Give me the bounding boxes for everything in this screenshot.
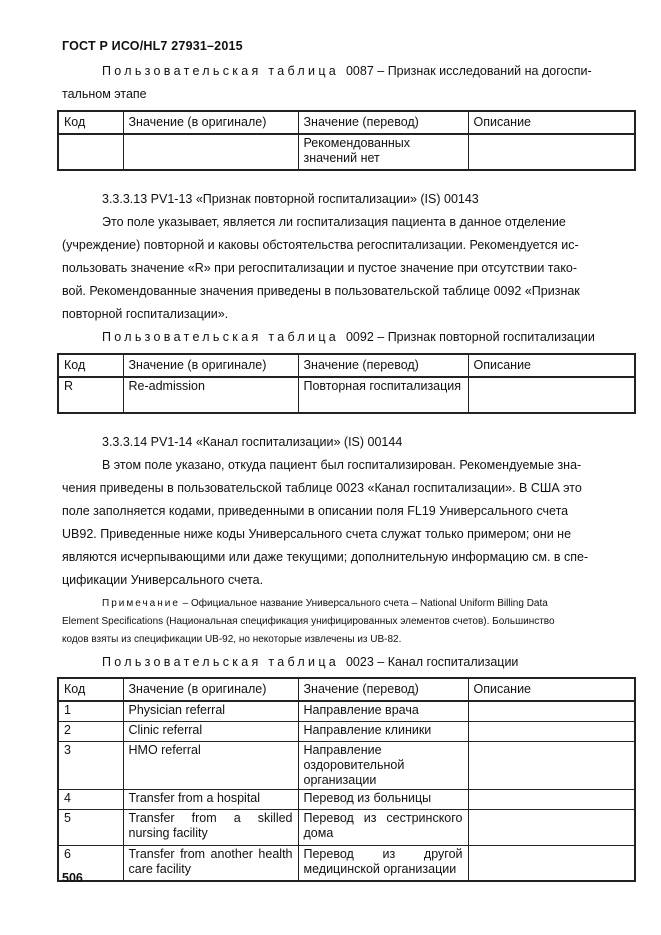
paragraph-line: В этом поле указано, откуда пациент был госпитализирован. Рекомендуемые зна- <box>102 458 582 472</box>
column-header-code: Код <box>58 111 123 134</box>
table-row <box>58 721 635 741</box>
note-label: Примечание <box>102 598 180 609</box>
cell-description <box>468 845 635 881</box>
table-caption-text: 0087 – Признак исследований на догоспи- <box>345 64 592 78</box>
column-header-code: Код <box>58 678 123 701</box>
table-caption-text: 0092 – Признак повторной госпитализации <box>345 330 595 344</box>
cell-description <box>468 377 635 413</box>
cell-code: 3 <box>58 741 123 789</box>
table-0087 <box>57 110 636 171</box>
cell-original: Transfer from another health care facility <box>123 845 298 881</box>
section-heading: 3.3.3.13 PV1-13 «Признак повторной госпитализации» (IS) 00143 <box>102 192 479 206</box>
paragraph-line: (учреждение) повторной и каковы обстоятельства регоспитализации. Рекомендуется ис- <box>62 238 579 252</box>
table-row <box>58 741 635 789</box>
cell-description <box>468 789 635 809</box>
cell-code: 4 <box>58 789 123 809</box>
cell-translation: Направление врача <box>298 701 468 721</box>
table-row <box>58 809 635 845</box>
table-header-row <box>58 111 635 134</box>
table-0087-caption <box>62 60 630 106</box>
document-header: ГОСТ Р ИСО/HL7 27931–2015 <box>62 39 243 53</box>
table-caption-text-cont: тальном этапе <box>62 87 147 101</box>
cell-translation: Повторная госпитализация <box>298 377 468 413</box>
paragraph-line: повторной госпитализации». <box>62 307 229 321</box>
table-caption-label: Пользовательская таблица <box>102 64 340 78</box>
note-line: кодов взяты из спецификации UB-92, но некоторые извлечены из UB-82. <box>62 634 402 645</box>
table-caption-text: 0023 – Канал госпитализации <box>345 655 519 669</box>
paragraph-line: UB92. Приведенные ниже коды Универсального счета служат только примером; они не <box>62 527 572 541</box>
section-3-3-3-14 <box>62 431 630 592</box>
table-0023-caption <box>62 651 630 674</box>
cell-original <box>123 134 298 170</box>
cell-translation: Перевод из больницы <box>298 789 468 809</box>
cell-translation: Перевод из сестринского дома <box>298 809 468 845</box>
table-caption-label: Пользовательская таблица <box>102 655 340 669</box>
table-header-row <box>58 354 635 377</box>
paragraph-line: пользовать значение «R» при регоспитализации и пустое значение при отсутствии тако- <box>62 261 578 275</box>
cell-code: 5 <box>58 809 123 845</box>
section-heading: 3.3.3.14 PV1-14 «Канал госпитализации» (IS) 00144 <box>102 435 403 449</box>
paragraph-line: цификации Универсального счета. <box>62 573 264 587</box>
column-header-description: Описание <box>468 111 635 134</box>
paragraph-line: чения приведены в пользовательской таблице 0023 «Канал госпитализации». В США это <box>62 481 582 495</box>
cell-description <box>468 741 635 789</box>
paragraph-line: Это поле указывает, является ли госпитализация пациента в данное отделение <box>102 215 566 229</box>
column-header-original: Значение (в оригинале) <box>123 354 298 377</box>
table-row <box>58 845 635 881</box>
table-0092-caption <box>62 326 630 349</box>
column-header-translation: Значение (перевод) <box>298 111 468 134</box>
column-header-description: Описание <box>468 678 635 701</box>
column-header-original: Значение (в оригинале) <box>123 111 298 134</box>
paragraph-line: вой. Рекомендованные значения приведены в пользовательской таблице 0092 «Признак <box>62 284 580 298</box>
table-row <box>58 377 635 413</box>
paragraph-line: поле заполняется кодами, приведенными в описании поля FL19 Универсального счета <box>62 504 569 518</box>
table-header-row <box>58 678 635 701</box>
cell-description <box>468 721 635 741</box>
column-header-translation: Значение (перевод) <box>298 354 468 377</box>
cell-description <box>468 701 635 721</box>
column-header-description: Описание <box>468 354 635 377</box>
column-header-original: Значение (в оригинале) <box>123 678 298 701</box>
table-0092 <box>57 353 636 414</box>
cell-original: Transfer from a skilled nursing facility <box>123 809 298 845</box>
cell-code: 2 <box>58 721 123 741</box>
cell-translation: Перевод из другой медицинской организации <box>298 845 468 881</box>
note-line: Element Specifications (Национальная спецификация унифицированных элементов счетов). Большинство <box>62 616 555 627</box>
note-block <box>62 595 630 649</box>
section-3-3-3-13 <box>62 188 630 326</box>
cell-original: Physician referral <box>123 701 298 721</box>
cell-translation: Направление клиники <box>298 721 468 741</box>
table-row <box>58 701 635 721</box>
cell-original: Re-admission <box>123 377 298 413</box>
paragraph-line: являются исчерпывающими или даже текущими; дополнительную информацию см. в спе- <box>62 550 589 564</box>
cell-code <box>58 134 123 170</box>
table-row <box>58 789 635 809</box>
cell-description <box>468 809 635 845</box>
cell-translation: Направление оздоровительной организации <box>298 741 468 789</box>
cell-original: Transfer from a hospital <box>123 789 298 809</box>
cell-original: HMO referral <box>123 741 298 789</box>
table-caption-label: Пользовательская таблица <box>102 330 340 344</box>
column-header-code: Код <box>58 354 123 377</box>
cell-code: 1 <box>58 701 123 721</box>
cell-translation: Рекомендованных значений нет <box>298 134 468 170</box>
page-number: 506 <box>62 871 83 885</box>
note-line: – Официальное название Универсального счета – National Uniform Billing Data <box>182 598 548 609</box>
table-0023 <box>57 677 636 882</box>
column-header-translation: Значение (перевод) <box>298 678 468 701</box>
cell-code: 6 <box>58 845 123 881</box>
cell-code: R <box>58 377 123 413</box>
cell-description <box>468 134 635 170</box>
table-row <box>58 134 635 170</box>
cell-original: Clinic referral <box>123 721 298 741</box>
